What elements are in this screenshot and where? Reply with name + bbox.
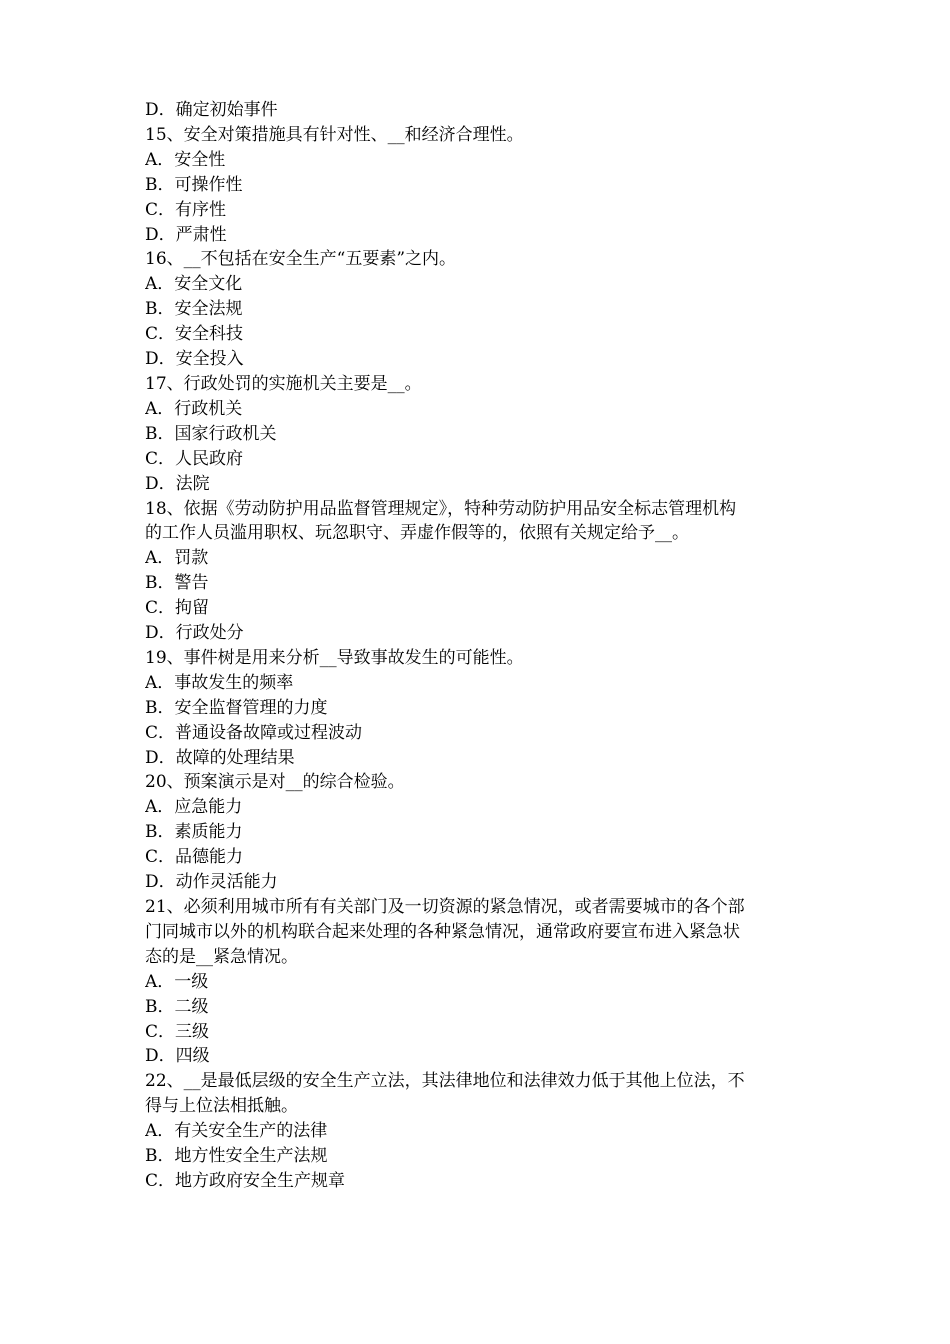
option-b: B．地方性安全生产法规 (145, 1146, 328, 1167)
option-b: B．国家行政机关 (145, 423, 277, 444)
option-b: B．可操作性 (145, 174, 243, 195)
question-21-continued: 态的是__紧急情况。 (145, 946, 298, 967)
option-c: C．人民政府 (145, 448, 244, 469)
question-22-continued: 得与上位法相抵触。 (145, 1096, 298, 1117)
option-b: B．安全监督管理的力度 (145, 697, 328, 718)
option-c: C．有序性 (145, 199, 227, 220)
option-c: C．普通设备故障或过程波动 (145, 722, 363, 743)
option-a: A．有关安全生产的法律 (145, 1121, 328, 1142)
option-a: A．罚款 (145, 548, 209, 569)
question-18-continued: 的工作人员滥用职权、玩忽职守、弄虚作假等的，依照有关规定给予__。 (145, 523, 689, 544)
option-c: C．安全科技 (145, 324, 244, 345)
text-line: D．确定初始事件 (145, 100, 278, 120)
option-c: C．三级 (145, 1021, 210, 1042)
option-b: B．二级 (145, 996, 209, 1017)
document-page (145, 98, 815, 1194)
option-c: C．品德能力 (145, 847, 244, 868)
question-17: 17、行政处罚的实施机关主要是__。 (145, 373, 422, 394)
option-d: D．严肃性 (145, 224, 227, 245)
option-d: D．动作灵活能力 (145, 872, 278, 893)
option-b: B．安全法规 (145, 299, 243, 320)
option-b: B．素质能力 (145, 822, 243, 843)
question-18: 18、依据《劳动防护用品监督管理规定》，特种劳动防护用品安全标志管理机构 (145, 498, 737, 519)
option-d: D．行政处分 (145, 623, 244, 644)
option-c: C．地方政府安全生产规章 (145, 1170, 346, 1191)
question-21: 21、必须利用城市所有有关部门及一切资源的紧急情况，或者需要城市的各个部 (145, 897, 745, 917)
question-20: 20、预案演示是对__的综合检验。 (145, 772, 405, 793)
option-a: A．安全性 (145, 149, 226, 170)
option-a: A．事故发生的频率 (145, 672, 294, 693)
option-b: B．警告 (145, 573, 209, 594)
option-d: D．故障的处理结果 (145, 747, 295, 768)
option-c: C．拘留 (145, 598, 210, 619)
option-a: A．一级 (145, 971, 209, 992)
option-a: A．安全文化 (145, 274, 243, 295)
option-d: D．四级 (145, 1046, 210, 1067)
question-22: 22、__是最低层级的安全生产立法，其法律地位和法律效力低于其他上位法，不 (145, 1071, 745, 1092)
question-21-continued: 门同城市以外的机构联合起来处理的各种紧急情况，通常政府要宣布进入紧急状 (145, 921, 740, 942)
option-a: A．应急能力 (145, 797, 243, 818)
option-d: D．法院 (145, 473, 210, 494)
question-16: 16、__不包括在安全生产“五要素”之内。 (145, 249, 457, 270)
option-d: D．安全投入 (145, 349, 244, 370)
question-19: 19、事件树是用来分析__导致事故发生的可能性。 (145, 647, 524, 668)
option-a: A．行政机关 (145, 398, 243, 419)
question-15: 15、安全对策措施具有针对性、__和经济合理性。 (145, 124, 524, 145)
